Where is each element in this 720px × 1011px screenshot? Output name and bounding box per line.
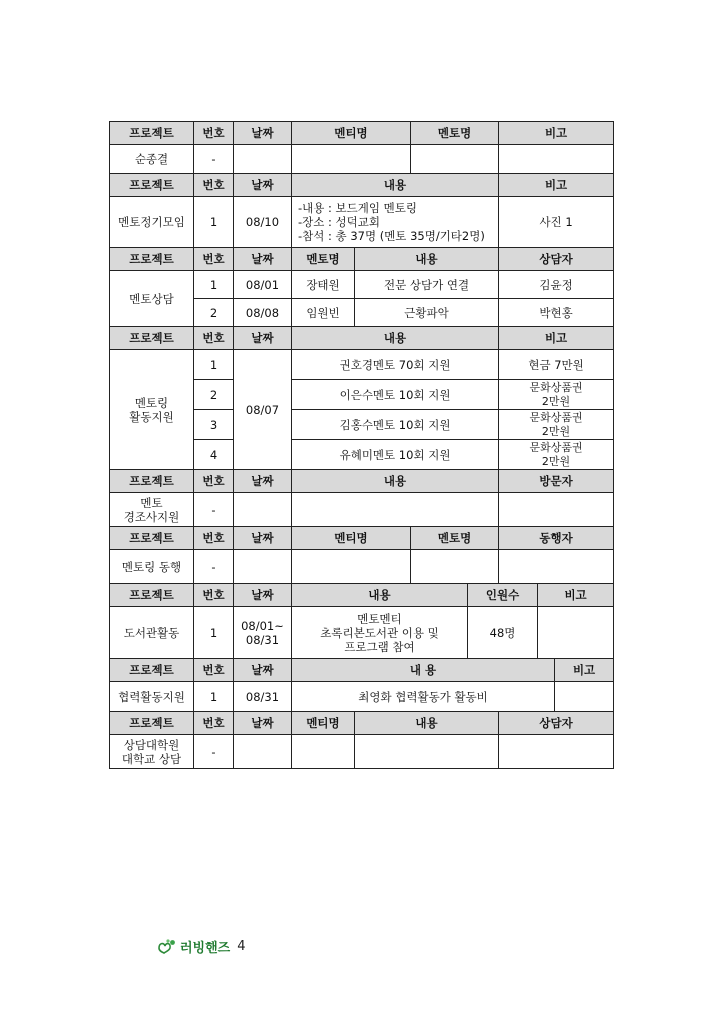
header-date: 날짜 — [234, 327, 292, 350]
header-note: 비고 — [499, 327, 614, 350]
project-line: 경조사지원 — [123, 509, 180, 524]
table-row — [110, 493, 614, 527]
header-date: 날짜 — [234, 122, 292, 145]
content-line: -내용 : 보드게임 멘토링 — [298, 201, 417, 215]
header-project: 프로젝트 — [110, 174, 194, 197]
note-line: 2만원 — [541, 394, 571, 408]
header-project: 프로젝트 — [110, 122, 194, 145]
num-cell: 1 — [194, 197, 234, 248]
header-counselor: 상담자 — [499, 712, 614, 735]
header-project: 프로젝트 — [110, 327, 194, 350]
section6-header-row — [110, 527, 614, 550]
header-project: 프로젝트 — [110, 584, 194, 607]
section4-header-row — [110, 327, 614, 350]
date-cell: 08/07 — [234, 350, 292, 470]
header-content: 내용 — [355, 248, 499, 271]
project-line: 활동지원 — [129, 409, 174, 424]
header-date: 날짜 — [234, 470, 292, 493]
table-row — [110, 145, 614, 174]
note-cell: 사진 1 — [499, 197, 614, 248]
content-line: 프로그램 참여 — [344, 639, 415, 654]
page-number: 4 — [237, 938, 246, 954]
content-cell: 이은수멘토 10회 지원 — [292, 380, 499, 410]
section8-header-row — [110, 659, 614, 682]
header-project: 프로젝트 — [110, 470, 194, 493]
project-line: 멘토링 — [134, 395, 169, 410]
date-cell — [234, 607, 292, 659]
project-cell: 도서관활동 — [110, 607, 194, 659]
brand-name: 러빙핸즈 — [180, 940, 231, 956]
header-num: 번호 — [194, 122, 234, 145]
header-visitor: 방문자 — [499, 470, 614, 493]
header-note: 비고 — [499, 122, 614, 145]
header-project: 프로젝트 — [110, 712, 194, 735]
header-date: 날짜 — [234, 584, 292, 607]
header-note: 비고 — [555, 659, 614, 682]
note-cell — [499, 380, 614, 410]
table-row — [110, 350, 614, 380]
header-count: 인원수 — [468, 584, 538, 607]
project-cell: 순종결 — [110, 145, 194, 174]
header-project: 프로젝트 — [110, 659, 194, 682]
content-cell: 근황파악 — [355, 299, 499, 327]
mentee-cell — [292, 550, 411, 584]
note-line: 2만원 — [541, 424, 571, 438]
page-footer — [157, 936, 246, 956]
date-cell — [234, 145, 292, 174]
mentor-cell — [411, 550, 499, 584]
header-project: 프로젝트 — [110, 527, 194, 550]
date-cell: 08/10 — [234, 197, 292, 248]
project-cell — [110, 350, 194, 470]
companion-cell — [499, 550, 614, 584]
loving-hands-logo-icon — [157, 938, 177, 954]
project-cell: 협력활동지원 — [110, 682, 194, 712]
content-line: -참석 : 총 37명 (멘토 35명/기타2명) — [298, 229, 485, 243]
content-cell: 전문 상담가 연결 — [355, 271, 499, 299]
visitor-cell — [499, 493, 614, 527]
num-cell: 1 — [194, 350, 234, 380]
note-cell — [555, 682, 614, 712]
project-cell — [110, 493, 194, 527]
header-mentor: 멘토명 — [411, 122, 499, 145]
section2-header-row — [110, 174, 614, 197]
content-cell — [292, 197, 499, 248]
header-date: 날짜 — [234, 174, 292, 197]
content-cell: 유혜미멘토 10회 지원 — [292, 440, 499, 470]
count-cell: 48명 — [468, 607, 538, 659]
num-cell: 3 — [194, 410, 234, 440]
content-cell: 권호경멘토 70회 지원 — [292, 350, 499, 380]
num-cell: 2 — [194, 380, 234, 410]
date-cell: 08/08 — [234, 299, 292, 327]
section5-header-row — [110, 470, 614, 493]
content-cell — [292, 607, 468, 659]
num-cell: 1 — [194, 607, 234, 659]
project-line: 상담대학원 — [123, 737, 180, 752]
num-cell: - — [194, 493, 234, 527]
header-num: 번호 — [194, 470, 234, 493]
header-counselor: 상담자 — [499, 248, 614, 271]
num-cell: 2 — [194, 299, 234, 327]
date-line: 08/31 — [245, 632, 280, 647]
report-table — [109, 121, 614, 769]
note-line: 문화상품권 — [529, 410, 583, 424]
header-mentor: 멘토명 — [292, 248, 355, 271]
mentee-cell — [292, 735, 355, 769]
header-mentee: 멘티명 — [292, 712, 355, 735]
header-mentee: 멘티명 — [292, 122, 411, 145]
project-cell: 멘토상담 — [110, 271, 194, 327]
header-project: 프로젝트 — [110, 248, 194, 271]
date-line: 08/01~ — [241, 618, 284, 633]
note-line: 문화상품권 — [529, 380, 583, 394]
num-cell: 1 — [194, 271, 234, 299]
content-cell — [355, 735, 499, 769]
note-line: 문화상품권 — [529, 440, 583, 454]
table-row — [110, 607, 614, 659]
note-cell — [499, 410, 614, 440]
project-line: 대학교 상담 — [121, 751, 182, 766]
header-date: 날짜 — [234, 712, 292, 735]
section1-header-row — [110, 122, 614, 145]
table-row — [110, 550, 614, 584]
counselor-cell: 박현홍 — [499, 299, 614, 327]
note-cell — [499, 440, 614, 470]
num-cell: 1 — [194, 682, 234, 712]
date-cell: 08/31 — [234, 682, 292, 712]
mentee-cell — [292, 145, 411, 174]
content-cell: 김홍수멘토 10회 지원 — [292, 410, 499, 440]
header-date: 날짜 — [234, 527, 292, 550]
project-cell: 멘토정기모임 — [110, 197, 194, 248]
section7-header-row — [110, 584, 614, 607]
section9-header-row — [110, 712, 614, 735]
header-companion: 동행자 — [499, 527, 614, 550]
table-row — [110, 271, 614, 299]
note-line: 2만원 — [541, 454, 571, 468]
header-note: 비고 — [538, 584, 614, 607]
section3-header-row — [110, 248, 614, 271]
num-cell: - — [194, 550, 234, 584]
num-cell: - — [194, 145, 234, 174]
date-cell — [234, 493, 292, 527]
header-content: 내용 — [292, 584, 468, 607]
project-cell — [110, 735, 194, 769]
header-num: 번호 — [194, 584, 234, 607]
note-cell — [499, 145, 614, 174]
date-cell — [234, 550, 292, 584]
table-row — [110, 735, 614, 769]
header-content: 내용 — [355, 712, 499, 735]
content-cell — [292, 493, 499, 527]
header-content: 내 용 — [292, 659, 555, 682]
header-num: 번호 — [194, 248, 234, 271]
header-content: 내용 — [292, 327, 499, 350]
num-cell: - — [194, 735, 234, 769]
counselor-cell — [499, 735, 614, 769]
content-line: 초록리본도서관 이용 및 — [320, 625, 439, 640]
table-row — [110, 197, 614, 248]
mentor-cell: 임원빈 — [292, 299, 355, 327]
header-content: 내용 — [292, 470, 499, 493]
header-date: 날짜 — [234, 659, 292, 682]
note-cell: 현금 7만원 — [499, 350, 614, 380]
header-content: 내용 — [292, 174, 499, 197]
note-cell — [538, 607, 614, 659]
header-mentor: 멘토명 — [411, 527, 499, 550]
header-date: 날짜 — [234, 248, 292, 271]
header-mentee: 멘티명 — [292, 527, 411, 550]
counselor-cell: 김윤정 — [499, 271, 614, 299]
date-cell: 08/01 — [234, 271, 292, 299]
date-cell — [234, 735, 292, 769]
header-note: 비고 — [499, 174, 614, 197]
project-cell: 멘토링 동행 — [110, 550, 194, 584]
content-line: 멘토멘티 — [357, 611, 402, 626]
table-row — [110, 682, 614, 712]
header-num: 번호 — [194, 527, 234, 550]
header-num: 번호 — [194, 712, 234, 735]
header-num: 번호 — [194, 174, 234, 197]
mentor-cell: 장태원 — [292, 271, 355, 299]
mentor-cell — [411, 145, 499, 174]
num-cell: 4 — [194, 440, 234, 470]
header-num: 번호 — [194, 659, 234, 682]
content-line: -장소 : 성덕교회 — [298, 215, 380, 229]
project-line: 멘토 — [140, 495, 163, 510]
header-num: 번호 — [194, 327, 234, 350]
content-cell: 최영화 협력활동가 활동비 — [292, 682, 555, 712]
